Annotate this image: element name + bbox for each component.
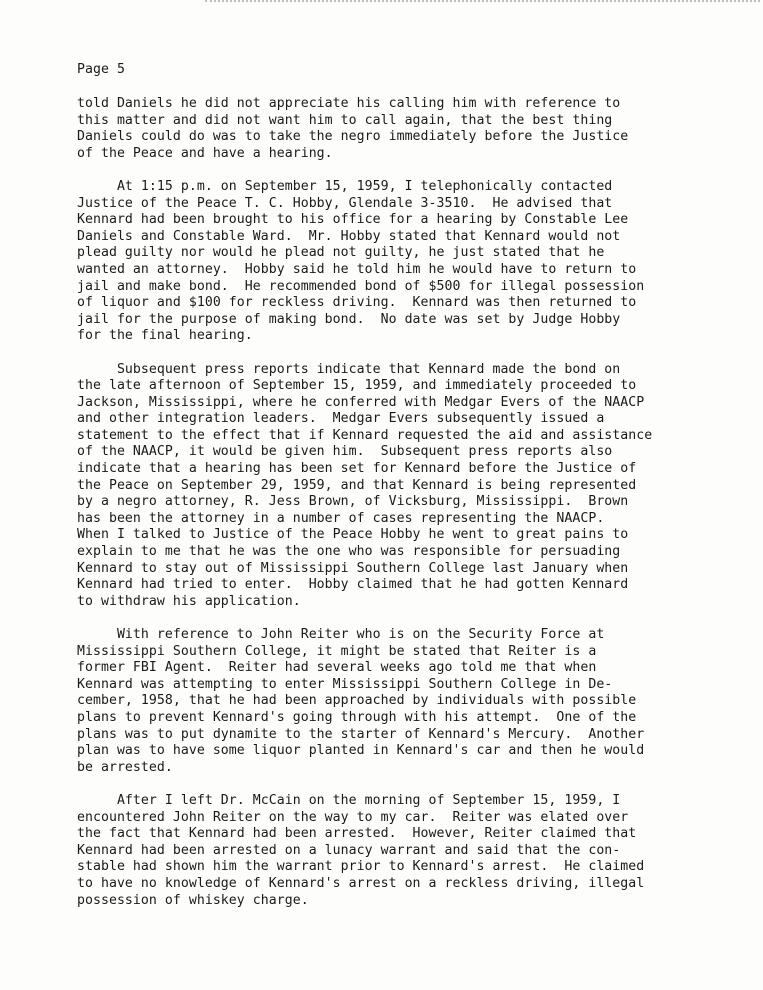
paragraph-4 — [77, 627, 717, 776]
text-line: for the final hearing. — [77, 328, 253, 344]
text-line: be arrested. — [77, 759, 173, 775]
text-line: and other integration leaders. Medgar Evers subsequently issued a — [77, 411, 605, 427]
paragraph-2 — [77, 179, 717, 345]
text-line: former FBI Agent. Reiter had several weeks ago told me that when — [77, 660, 597, 676]
text-line: of the NAACP, it would be given him. Subsequent press reports also — [77, 444, 613, 460]
text-line: by a negro attorney, R. Jess Brown, of Vicksburg, Mississippi. Brown — [77, 494, 629, 510]
text-line: plan was to have some liquor planted in Kennard's car and then he would — [77, 743, 645, 759]
text-line: to withdraw his application. — [77, 593, 301, 609]
text-line: told Daniels he did not appreciate his calling him with reference to — [77, 96, 621, 111]
text-line: After I left Dr. McCain on the morning of September 15, 1959, I — [77, 792, 621, 808]
text-line: plans to prevent Kennard's going through with his attempt. One of the — [77, 709, 637, 725]
text-line: cember, 1958, that he had been approached by individuals with possible — [77, 693, 637, 709]
text-line: Mississippi Southern College, it might be stated that Reiter is a — [77, 643, 597, 659]
text-line: this matter and did not want him to call again, that the best thing — [77, 112, 613, 128]
text-line: With reference to John Reiter who is on the Security Force at — [77, 627, 605, 642]
text-line: to have no knowledge of Kennard's arrest on a reckless driving, illegal — [77, 875, 645, 891]
text-line: Justice of the Peace T. C. Hobby, Glendale 3-3510. He advised that — [77, 195, 613, 211]
text-line: wanted an attorney. Hobby said he told him he would have to return to — [77, 261, 637, 277]
text-line: Kennard had been brought to his office for a hearing by Constable Lee — [77, 212, 629, 228]
text-line: plead guilty nor would he plead not guilty, he just stated that he — [77, 245, 605, 261]
text-line: plans was to put dynamite to the starter of Kennard's Mercury. Another — [77, 726, 645, 742]
top-dotted-border — [205, 0, 760, 4]
text-line: statement to the effect that if Kennard requested the aid and assistance — [77, 427, 653, 443]
text-line: the fact that Kennard had been arrested. However, Reiter claimed that — [77, 826, 637, 842]
text-line: encountered John Reiter on the way to my car. Reiter was elated over — [77, 809, 629, 825]
text-line: Kennard had been arrested on a lunacy warrant and said that the con- — [77, 842, 621, 858]
text-line: Kennard to stay out of Mississippi Southern College last January when — [77, 560, 629, 576]
text-line: Jackson, Mississippi, where he conferred with Medgar Evers of the NAACP — [77, 394, 645, 410]
text-line: Kennard was attempting to enter Mississippi Southern College in De- — [77, 676, 613, 692]
text-line: At 1:15 p.m. on September 15, 1959, I telephonically contacted — [77, 178, 613, 194]
text-line: of the Peace and have a hearing. — [77, 145, 333, 161]
text-line: explain to me that he was the one who was responsible for persuading — [77, 544, 621, 560]
text-line: of liquor and $100 for reckless driving. Kennard was then returned to — [77, 295, 637, 311]
text-line: stable had shown him the warrant prior to Kennard's arrest. He claimed — [77, 859, 645, 875]
text-line: jail for the purpose of making bond. No date was set by Judge Hobby — [77, 311, 621, 327]
text-line: Subsequent press reports indicate that Kennard made the bond on — [77, 361, 621, 377]
text-line: indicate that a hearing has been set for Kennard before the Justice of — [77, 461, 637, 477]
text-line: Daniels and Constable Ward. Mr. Hobby stated that Kennard would not — [77, 228, 621, 244]
page-number-header: Page 5 — [77, 62, 125, 77]
paragraph-1 — [77, 96, 717, 162]
paragraph-5 — [77, 793, 717, 909]
text-line: Daniels could do was to take the negro immediately before the Justice — [77, 129, 629, 145]
text-line: jail and make bond. He recommended bond of $500 for illegal possession — [77, 278, 645, 294]
text-line: the Peace on September 29, 1959, and that Kennard is being represented — [77, 477, 637, 493]
paragraph-3 — [77, 362, 717, 611]
document-body — [77, 96, 717, 926]
text-line: possession of whiskey charge. — [77, 892, 309, 908]
text-line: has been the attorney in a number of cases representing the NAACP. — [77, 510, 605, 526]
text-line: the late afternoon of September 15, 1959, and immediately proceeded to — [77, 378, 637, 394]
text-line: Kennard had tried to enter. Hobby claimed that he had gotten Kennard — [77, 577, 629, 593]
text-line: When I talked to Justice of the Peace Hobby he went to great pains to — [77, 527, 629, 543]
